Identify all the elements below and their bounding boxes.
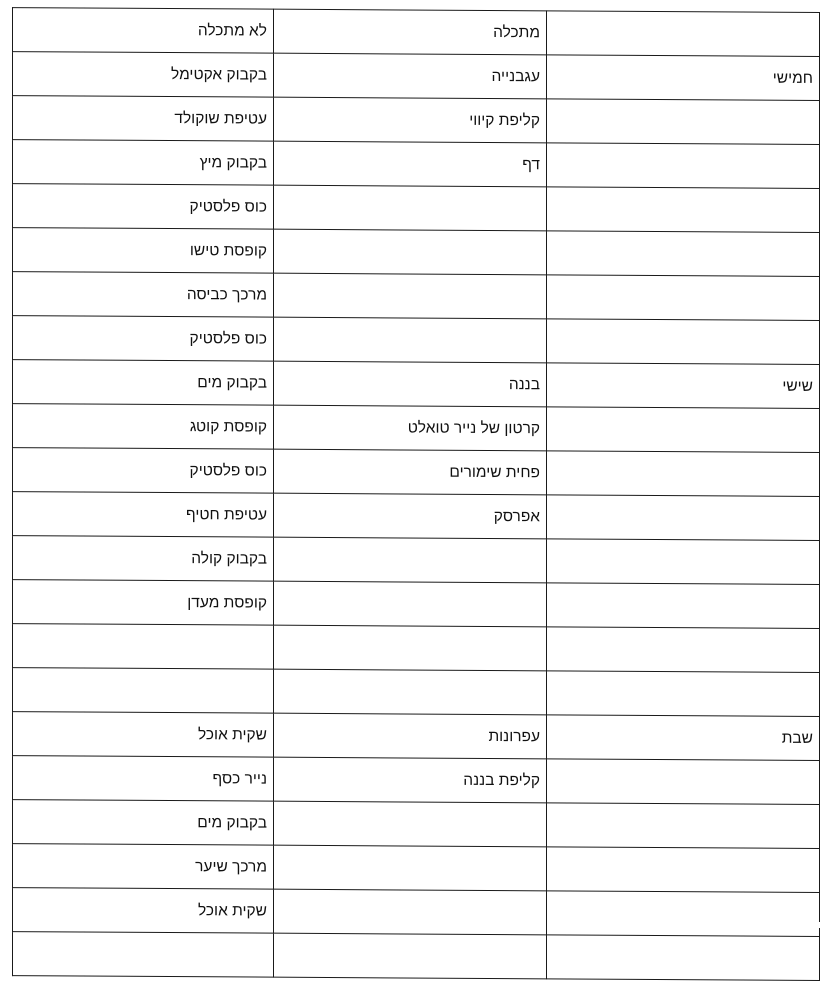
scan-edge-mask <box>644 922 824 928</box>
table-body <box>13 8 820 981</box>
non-compost-cell: כוס פלסטיק <box>13 448 274 494</box>
non-compost-cell: מרכך כביסה <box>13 272 274 318</box>
table-row <box>13 668 820 717</box>
compost-cell: אפרסק <box>274 493 547 539</box>
non-compost-cell: שקית אוכל <box>13 888 274 934</box>
day-cell <box>547 627 820 673</box>
day-cell <box>547 847 820 893</box>
table-row <box>13 756 820 805</box>
compost-cell: קליפת בננה <box>274 757 547 803</box>
non-compost-cell <box>13 932 274 978</box>
non-compost-cell: בקבוק אקטימל <box>13 52 274 98</box>
non-compost-cell: קופסת קוטג <box>13 404 274 450</box>
compost-cell: עגבנייה <box>274 53 547 99</box>
non-compost-cell: בקבוק קולה <box>13 536 274 582</box>
non-compost-cell: נייר כסף <box>13 756 274 802</box>
day-cell <box>547 143 820 189</box>
table-row <box>13 800 820 849</box>
non-compost-cell: שקית אוכל <box>13 712 274 758</box>
non-compost-cell: בקבוק מים <box>13 800 274 846</box>
compost-cell <box>274 273 547 319</box>
day-cell <box>547 451 820 497</box>
compost-cell <box>274 229 547 275</box>
day-cell: שבת <box>547 715 820 761</box>
compost-cell <box>274 845 547 891</box>
non-compost-cell: מרכך שיער <box>13 844 274 890</box>
day-cell <box>547 407 820 453</box>
compost-cell: קליפת קיווי <box>274 97 547 143</box>
non-compost-cell: בקבוק מיץ <box>13 140 274 186</box>
day-cell <box>547 539 820 585</box>
header-non-compost-cell: לא מתכלה <box>13 8 274 54</box>
header-compost-cell: מתכלה <box>274 9 547 55</box>
table-row <box>13 448 820 497</box>
table-row <box>13 360 820 409</box>
non-compost-cell: כוס פלסטיק <box>13 316 274 362</box>
table-row <box>13 272 820 321</box>
compost-cell <box>274 317 547 363</box>
day-cell <box>547 891 820 937</box>
day-cell <box>547 187 820 233</box>
table-row <box>13 404 820 453</box>
day-cell: חמישי <box>547 55 820 101</box>
compost-cell: עפרונות <box>274 713 547 759</box>
day-cell <box>547 583 820 629</box>
compost-cell: בננה <box>274 361 547 407</box>
compost-cell <box>274 801 547 847</box>
table-row <box>13 624 820 673</box>
day-cell <box>547 495 820 541</box>
table-row <box>13 888 820 937</box>
day-cell: שישי <box>547 363 820 409</box>
non-compost-cell: כוס פלסטיק <box>13 184 274 230</box>
compost-cell <box>274 581 547 627</box>
table-row <box>13 184 820 233</box>
non-compost-cell: בקבוק מים <box>13 360 274 406</box>
table-row <box>13 228 820 277</box>
day-cell <box>547 275 820 321</box>
compost-cell: פחית שימורים <box>274 449 547 495</box>
non-compost-cell: קופסת טישו <box>13 228 274 274</box>
table-row <box>13 580 820 629</box>
waste-log-table <box>12 7 820 981</box>
day-cell <box>547 759 820 805</box>
day-cell <box>547 231 820 277</box>
table-row <box>13 536 820 585</box>
non-compost-cell: קופסת מעדן <box>13 580 274 626</box>
table-row <box>13 932 820 981</box>
compost-cell <box>274 537 547 583</box>
table-row <box>13 52 820 101</box>
table-row <box>13 140 820 189</box>
table-row <box>13 96 820 145</box>
day-cell <box>547 99 820 145</box>
non-compost-cell <box>13 668 274 714</box>
table-row <box>13 844 820 893</box>
day-cell <box>547 671 820 717</box>
non-compost-cell: עטיפת חטיף <box>13 492 274 538</box>
table-row <box>13 316 820 365</box>
header-row <box>13 8 820 57</box>
compost-cell <box>274 669 547 715</box>
table-row <box>13 492 820 541</box>
compost-cell <box>274 933 547 979</box>
table-row <box>13 712 820 761</box>
non-compost-cell <box>13 624 274 670</box>
compost-cell <box>274 625 547 671</box>
header-day-cell <box>547 11 820 57</box>
day-cell <box>547 319 820 365</box>
non-compost-cell: עטיפת שוקולד <box>13 96 274 142</box>
compost-cell: קרטון של נייר טואלט <box>274 405 547 451</box>
day-cell <box>547 803 820 849</box>
compost-cell <box>274 185 547 231</box>
day-cell <box>547 935 820 981</box>
compost-cell: דף <box>274 141 547 187</box>
